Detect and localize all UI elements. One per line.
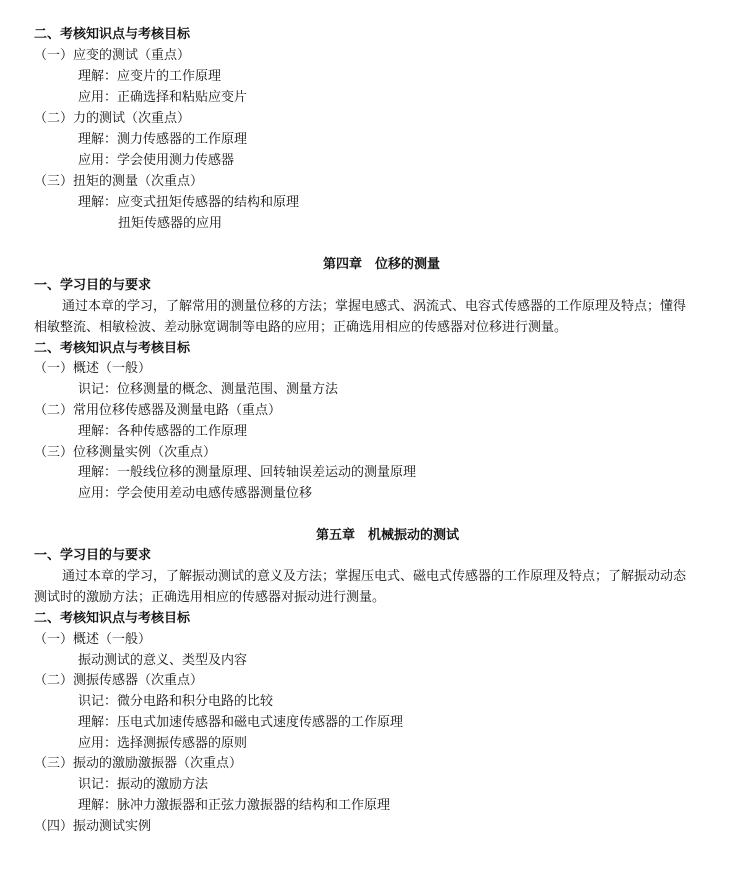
list-item: 识记：振动的激励方法: [78, 777, 209, 792]
list-item: 理解：压电式加速传感器和磁电式速度传感器的工作原理: [78, 715, 404, 730]
list-item: 理解：应变片的工作原理: [78, 69, 222, 84]
list-item: 扭矩传感器的应用: [118, 216, 223, 231]
list-item: 应用：学会使用测力传感器: [78, 153, 235, 168]
paragraph-line: 通过本章的学习，了解常用的测量位移的方法；掌握电感式、涡流式、电容式传感器的工作原理及特点；懂得: [62, 299, 687, 314]
list-item: 理解：一般线位移的测量原理、回转轴误差运动的测量原理: [78, 465, 417, 480]
list-item: （二）力的测试（次重点）: [34, 111, 191, 126]
list-item: 识记：微分电路和积分电路的比较: [78, 694, 274, 709]
list-item: （四）振动测试实例: [34, 819, 152, 834]
paragraph-line: 相敏整流、相敏检波、差动脉宽调制等电路的应用；正确选用相应的传感器对位移进行测量。: [34, 320, 568, 335]
chapter-title: 第四章 位移的测量: [323, 257, 441, 272]
section-heading-assessment: 二、考核知识点与考核目标: [34, 341, 191, 356]
list-item: （三）振动的激励激振器（次重点）: [34, 756, 243, 771]
list-item: （一）概述（一般）: [34, 361, 152, 376]
list-item: （一）应变的测试（重点）: [34, 48, 191, 63]
list-item: （二）常用位移传感器及测量电路（重点）: [34, 403, 282, 418]
list-item: （一）概述（一般）: [34, 632, 152, 647]
chapter-title: 第五章 机械振动的测试: [316, 528, 460, 543]
list-item: 应用：正确选择和粘贴应变片: [78, 90, 248, 105]
list-item: 理解：测力传感器的工作原理: [78, 132, 248, 147]
section-heading-objectives: 一、学习目的与要求: [34, 548, 152, 563]
list-item: 理解：应变式扭矩传感器的结构和原理: [78, 195, 300, 210]
section-heading-assessment: 二、考核知识点与考核目标: [34, 27, 191, 42]
section-heading-assessment: 二、考核知识点与考核目标: [34, 611, 191, 626]
list-item: （二）测振传感器（次重点）: [34, 673, 204, 688]
list-item: （三）扭矩的测量（次重点）: [34, 174, 204, 189]
paragraph-line: 测试时的激励方法；正确选用相应的传感器对振动进行测量。: [34, 590, 386, 605]
list-item: 识记：位移测量的概念、测量范围、测量方法: [78, 382, 339, 397]
section-heading-objectives: 一、学习目的与要求: [34, 278, 152, 293]
list-item: 应用：学会使用差动电感传感器测量位移: [78, 486, 313, 501]
list-item: 理解：各种传感器的工作原理: [78, 424, 248, 439]
list-item: （三）位移测量实例（次重点）: [34, 445, 217, 460]
list-item: 理解：脉冲力激振器和正弦力激振器的结构和工作原理: [78, 798, 391, 813]
paragraph-line: 通过本章的学习，了解振动测试的意义及方法；掌握压电式、磁电式传感器的工作原理及特点；了解振动动态: [62, 569, 687, 584]
list-item: 振动测试的意义、类型及内容: [78, 653, 248, 668]
list-item: 应用：选择测振传感器的原则: [78, 736, 248, 751]
